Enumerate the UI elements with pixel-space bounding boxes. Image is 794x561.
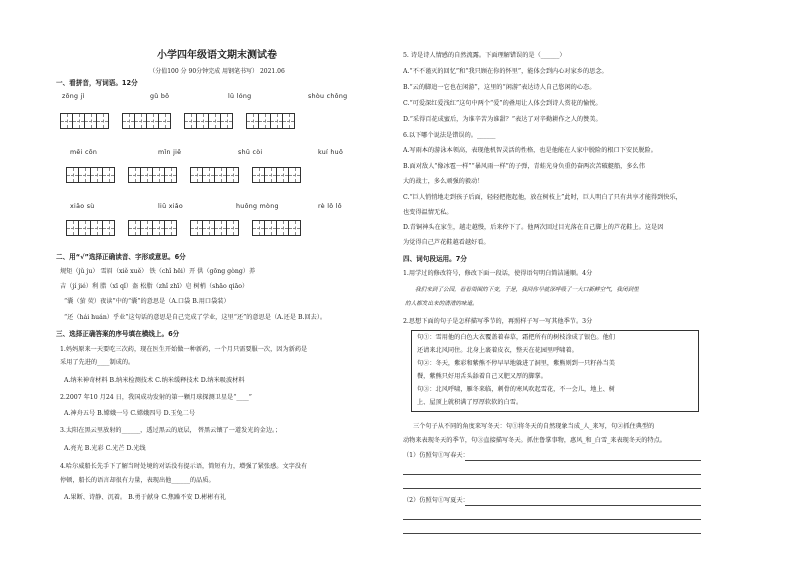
example-sentence-2: 句②：冬天，紫彩和紫熊不停早早地躲进了洞里，紫熊则到一只籽孙当美 [417,360,615,367]
writing-cell[interactable] [288,220,301,236]
p1-passage: 我们来到了公园，看看周围的下变，于是，我回你早就深呼吸了一大口新鲜空气，我闭到里 [415,287,639,293]
answer-line[interactable] [403,474,701,475]
q6-text: 6.以下哪个说法是错误的。______ [403,132,496,139]
q4-options: A.果断、诗静、沉着。 B.勇于献身 C.焦躁不安 D.彬彬有礼 [64,494,226,501]
q1-text: 1.妈妈原来一天要吃三次药，现在医生开始做一种新药，一个月只需要服一次，因为新药是 [60,346,308,353]
writing-cell[interactable] [102,220,115,236]
p3-analysis: 三个句子从不同的角度来写冬天：句①将冬天的自然现象当成_人_来写，句②抓住典型的 [413,423,655,430]
pinyin-3-1: xiāo sù [70,203,95,210]
q6-option-c-cont: 也变得温情无私。 [403,209,453,216]
writing-cell[interactable] [226,220,239,236]
section-2-title: 二、用“√”选择正确读音、字形或意思。6分 [56,253,186,261]
p2-instruction: 2.思想下面的句子是怎样描写季节的，再照样子写一写其他季节。3分 [403,318,593,325]
pinyin-1-2: gǔ bō [150,93,170,100]
pinyin-1-4: shòu chǒng [308,93,348,100]
example-sentence-1: 句①：雪用他的白色大衣覆盖着春草，霜把所有的树枝涂成了银色。他们 [417,334,615,341]
q6-option-d-cont: 为觉得自己芦花鞋越看越好看。 [403,239,490,246]
sec2-line-1: 规矩（jǔ ju） 雪眉（xiě xuě） 铁（chǐ hēi）开 供（gōng gòng）养 [60,268,256,275]
q5-option-d: D.“采得百花成蜜后，为谁辛苦为谁甜？”表达了对辛勤耕作之人的赞美。 [403,116,602,123]
pinyin-3-4: rè lǒ lǒ [318,203,342,210]
q4-text: 4.哈尔威船长先手下了解当时处境的对话没有提示语，简短有力，增强了紧张感。文字没有 [60,463,308,470]
pinyin-1-3: lū lóng [228,93,252,100]
section-3-title: 三、选择正确答案的序号填在横线上。6分 [56,330,180,338]
writing-cell[interactable] [96,113,109,129]
page-title: 小学四年级语文期末测试卷 [157,50,277,61]
answer-line[interactable] [465,505,701,506]
writing-grid-row-3 [66,220,300,236]
q5-option-b: B.“云的脚追一它也在闲游”，这里的“闲游”表达诗人自己悠闲的心态。 [403,84,596,91]
writing-grid-row-2 [66,167,300,183]
pinyin-2-1: mēi cōn [70,149,98,156]
q6-option-d: D.青铜神头在家生，越走越慢，后来停下了。他两次回过目光落在自己脚上的芦花鞋上。这是因 [403,224,664,231]
writing-cell[interactable] [158,113,171,129]
q5-option-a: A.“不不谨灭的回忆”和“我只顾在你的怀里”，能体会到内心对家乡的思念。 [403,68,608,75]
q2-options: A.神舟五号 B.嫦娥一号 C.嫦娥四号 D.玉兔二号 [64,410,196,417]
answer-line[interactable] [403,533,701,534]
p1-instruction: 1.用学过的修改符号，修改下面一段话，使得语句明白简洁通顺。4分 [403,270,593,277]
q6-option-b-cont: 大的战士，多么顽强的毅动！ [403,178,484,185]
q4-text-cont: 停顿，船长的语言却很有力量，表现出他______的品质。 [60,477,215,484]
p3-analysis-cont: 动物来表现冬天的季节，句③直接描写冬天。抓住鲁掌事物，惠风_和_白雪_来表现冬天的特点。 [403,437,666,444]
answer-line[interactable] [403,488,701,489]
page-subtitle: （分值100 分 90分钟完成 用钢笔书写） 2021.06 [149,68,285,75]
q1-options: A.纳米神奇材料 B.纳米检测技术 C.纳米缓释技术 D.纳米吸波材料 [64,377,245,384]
example-sentence-3-cont: 上、屋顶上就积满了厚厚软软的白雪。 [417,399,523,406]
example-sentence-1-cont: 还请来北风同住。北身上裹着皮衣，整天在花园里呼啸着。 [417,347,578,354]
writing-cell[interactable] [288,167,301,183]
pinyin-3-3: huǒng mòng [236,203,279,210]
writing-grid-row-1 [60,113,294,129]
pinyin-3-2: liū xiǎo [158,203,184,210]
pinyin-2-2: mǐn jiē [158,149,182,156]
q6-option-b: B.面对敌人“像冰雹一样”“暴风雨一样”的子弹，青蛙光身负重仍奋两次苦破艇船，多么伟 [403,163,645,170]
p1-passage-cont: 的人都发出来的清清的味道。 [405,301,478,307]
q6-option-a: A.写雨本的游泳本领高，表现他机智灵活的性格，也是他能在人家中脱险的根口下安民脱险。 [403,147,657,154]
write-spring-label: （1）仿照句①写春天： [403,452,469,459]
example-sentence-3: 句③：北风呼啸，雁冬来临，刺骨的寒风吹起雪花，不一会儿，地上、树 [417,386,615,393]
example-sentence-2-cont: 餐，紫熊只好用舌头舔着自己又肥又厚的脚掌。 [417,373,547,380]
answer-line[interactable] [465,460,701,461]
writing-cell[interactable] [226,167,239,183]
q3-text: 3.太阳在黑云里放射的______，透过黑云的底层， 替黑云镶了一道发光的金边。； [60,427,282,434]
writing-cell[interactable] [164,220,177,236]
q5-option-c: C.“可爱深红爱浅红”这句中两个“爱”的叠用让人体会到诗人赏花的愉悦。 [403,100,602,107]
q6-option-c: C.“巨人悄悄地走到孩子后面，轻轻把抱起他，放在树枝上”此时，巨人明白了只有共享才能得到快乐， [403,194,682,201]
pinyin-2-4: kuí huō [318,149,344,156]
pinyin-1-1: zōng jì [62,93,85,100]
sec2-line-3: “囊（萤 荧）夜读”中的“囊”的意思是（A.口袋 B.用口袋装） [64,298,230,305]
writing-cell[interactable] [220,113,233,129]
sec2-line-2: 吉（jí jié）利 腊（xī qǐ）盔 松脂（zhǐ zhī）皂 树梢（shāo qiāo） [60,283,249,290]
q3-options: A.亮光 B.光彩 C.光芒 D.光线 [64,445,146,452]
pinyin-2-3: shū còi [238,149,263,156]
answer-line[interactable] [403,519,701,520]
section-4-title: 四、词句段运用。7分 [403,255,467,263]
writing-cell[interactable] [102,167,115,183]
q5-text: 5. 诗是诗人情感的自然流露。下面理解错误的是（______） [403,52,566,59]
sec2-line-4: “还（hái huán）乎业”这句话的意思是自己完成了学业，这里“还”的意思是（A.还是 B.回去）。 [64,314,327,321]
section-1-title: 一、看拼音，写词语。12分 [56,79,138,87]
writing-cell[interactable] [164,167,177,183]
q1-text-cont: 采用了先进的____制成的。 [60,359,135,366]
q2-text: 2.2007 年10 月24 日，我国成功发射的第一颗月球探测卫星是“____” [60,394,252,401]
write-summer-label: （2）仿照句①写夏天： [403,497,469,504]
writing-cell[interactable] [282,113,295,129]
